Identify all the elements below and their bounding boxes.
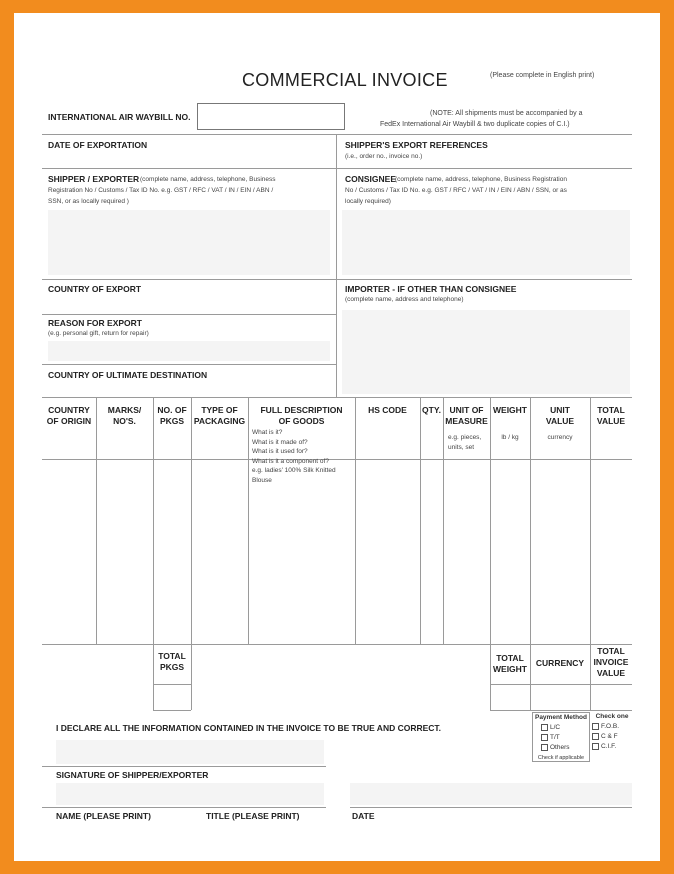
importer-desc: (complete name, address and telephone) — [345, 296, 464, 303]
col-total-value-line: TOTAL — [597, 405, 625, 415]
col-unit-value-line: VALUE — [545, 416, 575, 426]
col-type-line: PACKAGING — [193, 416, 246, 426]
awb-label: INTERNATIONAL AIR WAYBILL NO. — [48, 112, 191, 122]
payment-title: Payment Method — [534, 714, 587, 721]
payment-note: Check if applicable — [537, 755, 585, 761]
desc-hint: e.g. ladies' 100% Silk Knitted — [252, 467, 336, 474]
col-unit-line: UNIT OF — [449, 405, 484, 415]
unit-hint: e.g. pieces, — [448, 434, 482, 441]
note-line-1: (NOTE: All shipments must be accompanied by a — [430, 110, 583, 117]
term-fob[interactable] — [592, 722, 632, 732]
shipper-desc: Registration No / Customs / Tax ID No. e.g. GST / RFC / VAT / IN / EIN / ABN / — [48, 187, 274, 194]
signature-label: SIGNATURE OF SHIPPER/EXPORTER — [56, 770, 209, 780]
date-label: DATE — [352, 811, 375, 821]
col-marks-header — [96, 405, 153, 427]
shipper-refs-label: SHIPPER'S EXPORT REFERENCES — [345, 140, 488, 150]
rule — [490, 710, 632, 711]
col-unit-value-header — [530, 405, 590, 427]
declaration-text: I DECLARE ALL THE INFORMATION CONTAINED IN THE INVOICE TO BE TRUE AND CORRECT. — [56, 723, 442, 733]
rule — [355, 397, 356, 644]
col-marks-line: MARKS/ — [107, 405, 142, 415]
total-invoice-line: INVOICE — [593, 657, 629, 667]
col-unit-line: MEASURE — [445, 416, 488, 426]
col-origin-line: OF ORIGIN — [46, 416, 92, 426]
consignee-desc: locally required) — [345, 198, 391, 205]
total-pkgs-label — [153, 651, 191, 673]
shipper-field[interactable] — [48, 210, 330, 275]
reason-desc: (e.g. personal gift, return for repair) — [48, 330, 149, 337]
rule — [42, 279, 632, 280]
awb-input[interactable] — [197, 103, 345, 130]
payment-option-others[interactable] — [533, 743, 589, 753]
note-line-2: FedEx International Air Waybill & two duplicate copies of C.I.) — [380, 121, 570, 128]
date-export-label: DATE OF EXPORTATION — [48, 140, 148, 150]
rule — [42, 766, 326, 767]
print-note: (Please complete in English print) — [490, 72, 595, 79]
rule — [153, 710, 191, 711]
col-weight-header: WEIGHT — [493, 405, 527, 415]
title-field[interactable] — [206, 783, 324, 805]
col-origin-line: COUNTRY — [48, 405, 90, 415]
rule — [153, 684, 191, 685]
checkbox-icon[interactable] — [592, 743, 599, 750]
rule — [42, 134, 632, 135]
col-unit-value-hint: currency — [547, 434, 573, 441]
title-label: TITLE (PLEASE PRINT) — [206, 811, 300, 821]
rule — [42, 168, 632, 169]
rule — [350, 807, 632, 808]
col-pkgs-header — [153, 405, 191, 427]
rule — [336, 134, 337, 397]
unit-hint: units, set — [448, 444, 475, 451]
rule — [191, 397, 192, 710]
col-unit-hint — [448, 433, 481, 453]
total-invoice-line: VALUE — [596, 668, 626, 678]
term-label: C.I.F. — [601, 743, 617, 750]
reason-label: REASON FOR EXPORT — [48, 318, 142, 328]
col-desc-header — [248, 405, 355, 427]
col-pkgs-line: NO. OF — [157, 405, 187, 415]
checkbox-icon[interactable] — [592, 723, 599, 730]
reason-field[interactable] — [48, 341, 330, 361]
col-type-header — [191, 405, 248, 427]
term-cif[interactable] — [592, 742, 632, 752]
rule — [42, 364, 336, 365]
consignee-label: CONSIGNEE — [345, 174, 397, 184]
rule — [42, 644, 632, 645]
total-weight-label — [490, 653, 530, 675]
rule — [42, 459, 632, 460]
desc-hint: What is it made of? — [252, 438, 308, 446]
checkbox-icon[interactable] — [541, 724, 548, 731]
col-total-value-header — [590, 405, 632, 427]
col-total-value-line: VALUE — [596, 416, 626, 426]
term-label: F.O.B. — [601, 723, 620, 730]
total-invoice-label — [590, 646, 632, 679]
col-hs-header: HS CODE — [368, 405, 407, 415]
rule — [420, 397, 421, 644]
terms-box — [592, 712, 632, 762]
importer-label: IMPORTER - IF OTHER THAN CONSIGNEE — [345, 284, 517, 294]
checkbox-icon[interactable] — [541, 744, 548, 751]
col-marks-line: NO'S. — [113, 416, 136, 426]
checkbox-icon[interactable] — [541, 734, 548, 741]
total-weight-line: WEIGHT — [493, 664, 527, 674]
desc-hint: What is it used for? — [252, 448, 308, 455]
col-pkgs-line: PKGS — [159, 416, 185, 426]
payment-option-label: L/C — [550, 724, 561, 731]
rule — [490, 684, 632, 685]
consignee-desc: No / Customs / Tax ID No. e.g. GST / RFC / VAT / IN / EIN / ABN / SSN, or as — [345, 187, 567, 194]
shipper-desc: (complete name, address, telephone, Business — [140, 176, 276, 183]
col-weight-hint: lb / kg — [501, 434, 519, 441]
payment-box — [532, 712, 590, 762]
payment-option-label: T/T — [550, 734, 560, 741]
currency-label: CURRENCY — [535, 658, 585, 668]
col-unit-value-line: UNIT — [550, 405, 570, 415]
payment-option-label: Others — [550, 744, 570, 751]
page-title: COMMERCIAL INVOICE — [242, 70, 448, 90]
desc-hint: What is it a component of? — [252, 457, 329, 465]
col-desc-line: OF GOODS — [278, 416, 325, 426]
shipper-label: SHIPPER / EXPORTER — [48, 174, 140, 184]
term-label: C & F — [601, 733, 618, 740]
col-type-line: TYPE OF — [201, 405, 238, 415]
declaration-field[interactable] — [56, 740, 324, 764]
col-desc-line: FULL DESCRIPTION — [260, 405, 343, 415]
name-label: NAME (PLEASE PRINT) — [56, 811, 151, 821]
term-cf[interactable] — [592, 732, 632, 742]
shipper-desc: SSN, or as locally required ) — [48, 198, 129, 205]
date-field[interactable] — [350, 783, 632, 805]
col-qty-header: QTY. — [422, 405, 441, 415]
desc-hint: Blouse — [252, 476, 272, 484]
col-desc-hints — [252, 428, 336, 485]
payment-option-lc[interactable] — [533, 723, 589, 733]
rule — [42, 807, 326, 808]
payment-option-tt[interactable] — [533, 733, 589, 743]
col-unit-header — [443, 405, 490, 427]
consignee-desc: (complete name, address, telephone, Business Registration — [395, 176, 567, 183]
country-export-label: COUNTRY OF EXPORT — [48, 284, 142, 294]
consignee-field[interactable] — [342, 210, 630, 275]
rule — [443, 397, 444, 644]
rule — [42, 314, 336, 315]
rule — [42, 397, 632, 398]
check-title: Check one — [595, 713, 629, 720]
importer-field[interactable] — [342, 310, 630, 394]
total-pkgs-line: TOTAL — [158, 651, 186, 661]
shipper-refs-desc: (i.e., order no., invoice no.) — [345, 153, 423, 160]
ultimate-dest-label: COUNTRY OF ULTIMATE DESTINATION — [48, 370, 208, 380]
col-origin-header — [42, 405, 96, 427]
desc-hint: What is it? — [252, 429, 283, 436]
total-weight-line: TOTAL — [496, 653, 524, 663]
total-pkgs-line: PKGS — [159, 662, 185, 672]
rule — [96, 397, 97, 644]
checkbox-icon[interactable] — [592, 733, 599, 740]
rule — [248, 397, 249, 644]
total-invoice-line: TOTAL — [597, 646, 625, 656]
